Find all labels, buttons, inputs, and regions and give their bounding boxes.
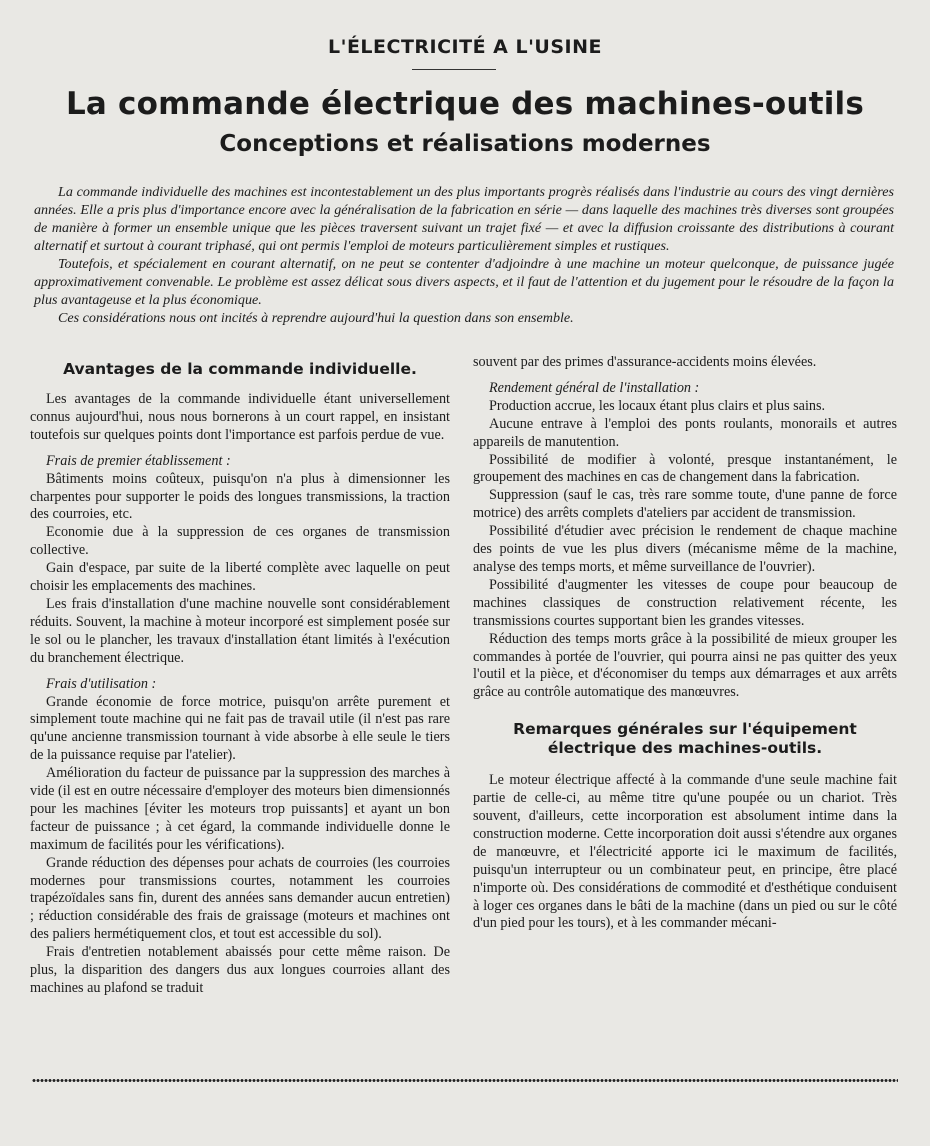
intro-paragraph: Ces considérations nous ont incités à reprendre aujourd'hui la question dans son ensemble.	[58, 310, 574, 326]
header-rule	[412, 69, 496, 70]
intro-paragraphs	[34, 183, 894, 327]
left-column	[30, 358, 450, 998]
paragraph: Possibilité d'augmenter les vitesses de coupe pour beaucoup de machines classiques de construction relativement récente, les transmissions courtes supportant bien les grandes vitesses.	[473, 576, 897, 629]
section-header: L'ÉLECTRICITÉ A L'USINE	[328, 36, 602, 58]
intro-paragraph: La commande individuelle des machines est incontestablement un des plus importants progrès réalisés dans l'industrie au cours des vingt dernières années. Elle a pris plus d'importance encore avec la généralisation de la fabrication en série — dans laquelle des machines très diverses sont groupées de manière à former un ensemble unique que les pièces traversent suivant un trajet fixé — et avec la diffusion croissante des distributions à courant alternatif et surtout à courant triphasé, qui ont permis l'emploi de moteurs particulièrement simples et rustiques.	[34, 184, 894, 254]
paragraph: Le moteur électrique affecté à la commande d'une seule machine fait partie de celle-ci, au même titre qu'une poupée ou un chariot. Très souvent, d'ailleurs, cette incorporation est absolument intime dans la construction moderne. Cette incorporation doit aussi s'étendre aux organes de manœuvre, et l'électricité apporte ici le maximum de facilités, puisqu'un interrupteur ou un combinateur peut, en principe, être placé n'importe où. Des considérations de commodité et d'esthétique conduisent à loger ces organes dans le bâti de la machine (dans un pied ou sur le côté d'un pied pour les tours), et à les commander mécani-	[473, 772, 897, 932]
paragraph: Aucune entrave à l'emploi des ponts roulants, monorails et autres appareils de manutention.	[473, 415, 897, 450]
paragraph: Bâtiments moins coûteux, puisqu'on n'a plus à dimensionner les charpentes pour supporter le poids des longues transmissions, la traction des courroies, etc.	[30, 470, 450, 523]
paragraph: Grande réduction des dépenses pour achats de courroies (les courroies modernes pour transmissions courtes, notamment les courroies trapézoïdales sans fin, durent des années sans demander aucun entretien) ; réduction considérable des frais de graissage (moteurs et machines ont des paliers hermétiquement clos, et tout est accessible du sol).	[30, 854, 450, 943]
article-subtitle: Conceptions et réalisations modernes	[219, 131, 711, 157]
subheading-operating-costs: Frais d'utilisation :	[46, 675, 157, 692]
paragraph: Les frais d'installation d'une machine nouvelle sont considérablement réduits. Souvent, la machine à moteur incorporé est simplement posée sur le sol ou le plancher, les travaux d'installation étant limités à l'exécution du branchement électrique.	[30, 595, 450, 666]
subheading-first-costs: Frais de premier établissement :	[46, 452, 231, 469]
article-title: La commande électrique des machines-outils	[65, 86, 865, 122]
paragraph: Les avantages de la commande individuelle étant universellement connus aujourd'hui, nous nous bornerons à un court rappel, en insistant toutefois sur quelques points dont l'importance est parfois perdue de vue.	[30, 391, 450, 443]
paragraph: Gain d'espace, par suite de la liberté complète avec laquelle on peut choisir les emplacements des machines.	[30, 560, 450, 595]
paragraph: Economie due à la suppression de ces organes de transmission collective.	[30, 524, 450, 559]
paragraph: Possibilité d'étudier avec précision le rendement de chaque machine des points de vue les plus divers (mécanisme même de la machine, analyse des temps morts, et même surveillance de l'ouvrier).	[473, 523, 897, 575]
right-column	[473, 354, 897, 933]
section-heading-remarks: Remarques générales sur l'équipement électrique des machines-outils.	[513, 720, 857, 758]
paragraph: Amélioration du facteur de puissance par la suppression des marches à vide (il est en outre nécessaire d'employer des moteurs bien dimensionnés pour les machines [éviter les moteurs trop puissants] et ayant un bon facteur de puissance ; à cet égard, la commande individuelle donne le maximum de facilités pour les vérifications).	[30, 765, 450, 853]
section-heading-advantages: Avantages de la commande individuelle.	[63, 360, 417, 378]
paragraph: Production accrue, les locaux étant plus clairs et plus sains.	[489, 397, 826, 414]
paragraph: Réduction des temps morts grâce à la possibilité de mieux grouper les commandes à portée de l'ouvrier, qui pourra ainsi ne pas quitter des yeux l'outil et la pièce, et d'économiser du temps aux démarrages et aux arrêts grâce au contrôle automatique des manœuvres.	[473, 630, 897, 701]
subheading-efficiency: Rendement général de l'installation :	[489, 379, 700, 396]
paragraph: Suppression (sauf le cas, très rare somme toute, d'une panne de force motrice) des arrêts complets d'ateliers par accident de transmission.	[473, 487, 897, 522]
paragraph: Frais d'entretien notablement abaissés pour cette même raison. De plus, la disparition des dangers dus aux longues courroies allant des machines au plafond se traduit	[30, 944, 450, 996]
paragraph: Possibilité de modifier à volonté, presque instantanément, le groupement des machines en cas de changement dans la fabrication.	[473, 451, 897, 486]
intro-paragraph: Toutefois, et spécialement en courant alternatif, on ne peut se contenter d'adjoindre à une machine un moteur quelconque, de puissance jugée approximativement convenable. Le problème est assez délicat sous divers aspects, et il faut de l'attention et du jugement pour le résoudre de la façon la plus avantageuse et la plus économique.	[34, 256, 894, 308]
paragraph: Grande économie de force motrice, puisqu'on arrête purement et simplement toute machine qui ne fait pas de travail utile (il n'est pas rare qu'une ancienne transmission tournant à vide absorbe à elle seule le tiers de la puissance requise par l'atelier).	[30, 693, 450, 764]
dotted-rule	[32, 1078, 898, 1083]
paragraph: souvent par des primes d'assurance-accidents moins élevées.	[473, 354, 817, 370]
